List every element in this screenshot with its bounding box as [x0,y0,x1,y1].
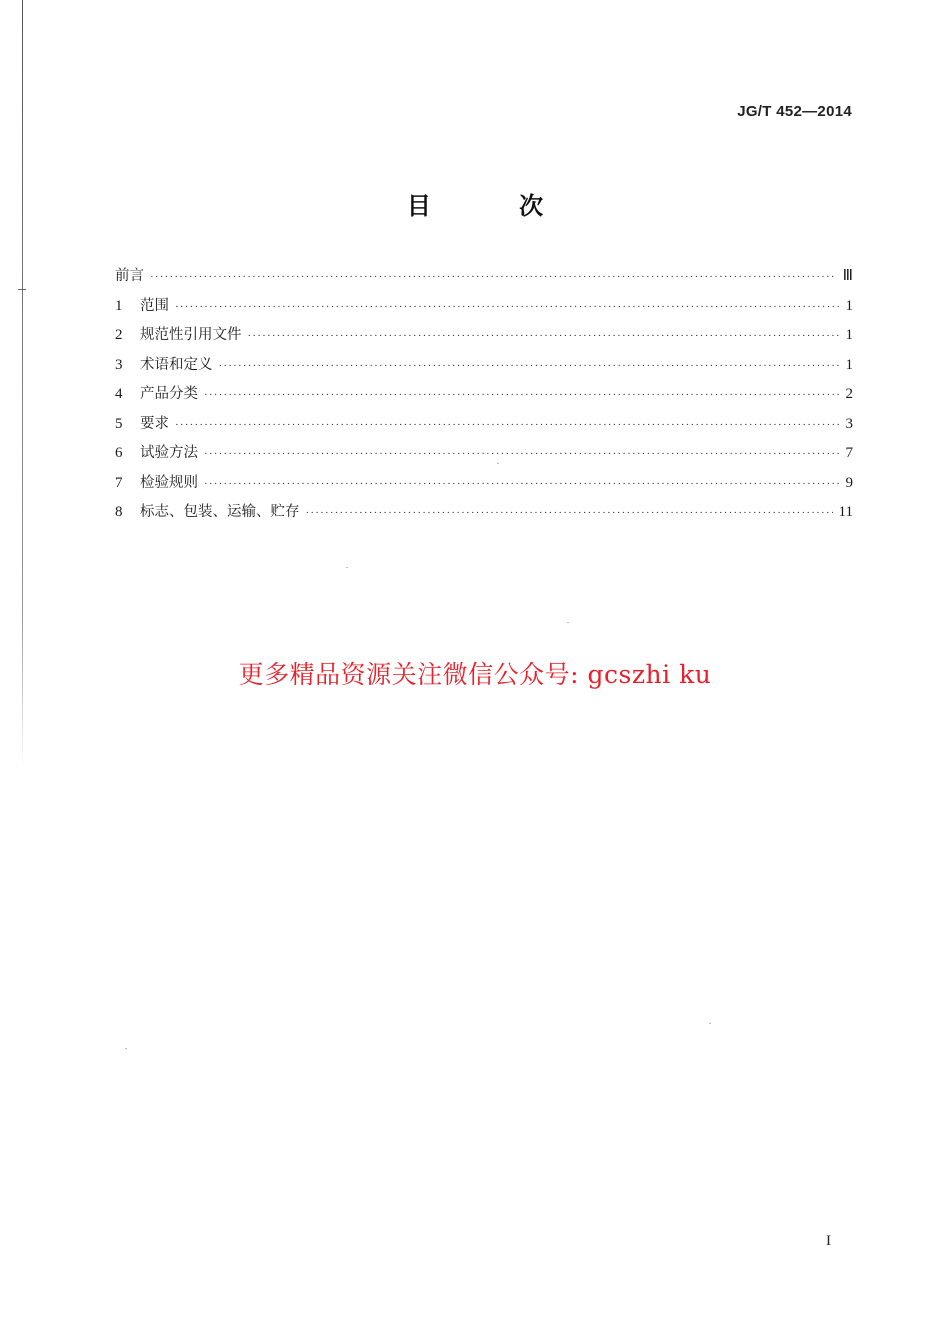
toc-dot-leader [175,411,839,441]
scan-speck [709,1023,711,1024]
toc-dot-leader [175,293,839,323]
toc-dot-leader [219,352,840,382]
toc-entry-number: 5 [115,415,123,432]
table-of-contents [115,262,853,528]
toc-title: 目 次 [406,192,584,220]
toc-entry-normative-references[interactable] [115,321,853,351]
toc-entry-page: 9 [845,474,853,491]
toc-entry-number: 6 [115,445,123,461]
toc-entry-page: Ⅲ [842,268,853,284]
toc-entry-label: 试验方法 [140,445,198,461]
toc-entry-requirements[interactable] [115,410,853,440]
toc-entry-label: 术语和定义 [140,356,213,373]
toc-entry-label: 规范性引用文件 [140,327,242,343]
toc-dot-leader [204,440,839,470]
scan-speck [346,567,348,568]
toc-entry-number: 8 [115,504,123,520]
toc-entry-page: 7 [845,445,853,461]
toc-entry-scope[interactable] [115,292,853,322]
toc-dot-leader [150,263,837,293]
toc-entry-label: 前言 [115,268,144,284]
toc-entry-label: 标志、包装、运输、贮存 [140,504,300,520]
toc-dot-leader [204,470,839,500]
toc-entry-label: 产品分类 [140,386,198,402]
page-number: I [826,1233,831,1249]
scan-speck [497,463,499,464]
toc-entry-classification[interactable] [115,380,853,410]
toc-entry-terms-definitions[interactable] [115,351,853,381]
toc-entry-number: 2 [115,327,123,343]
toc-entry-test-methods[interactable] [115,439,853,469]
toc-entry-label: 检验规则 [140,474,198,491]
toc-entry-page: 11 [838,504,853,520]
binding-margin-tick [18,289,26,290]
toc-dot-leader [204,381,839,411]
toc-entry-label: 要求 [140,415,169,432]
toc-entry-page: 1 [845,327,853,343]
toc-entry-inspection-rules[interactable] [115,469,853,499]
standard-code: JG/T 452—2014 [737,103,852,120]
toc-entry-page: 3 [845,415,853,432]
toc-entry-marking-packaging[interactable] [115,498,853,528]
toc-entry-page: 1 [845,297,853,314]
toc-entry-number: 3 [115,356,123,373]
toc-entry-foreword[interactable] [115,262,853,292]
toc-entry-number: 1 [115,297,123,314]
toc-dot-leader [306,499,833,529]
scan-speck [125,1048,127,1049]
toc-entry-page: 1 [845,356,853,373]
toc-entry-number: 4 [115,386,123,402]
toc-dot-leader [248,322,840,352]
toc-entry-page: 2 [845,386,853,402]
promo-watermark: 更多精品资源关注微信公众号: gcszhi ku [238,660,712,689]
toc-entry-label: 范围 [140,297,169,314]
toc-entry-number: 7 [115,474,123,491]
scan-speck [567,622,569,623]
